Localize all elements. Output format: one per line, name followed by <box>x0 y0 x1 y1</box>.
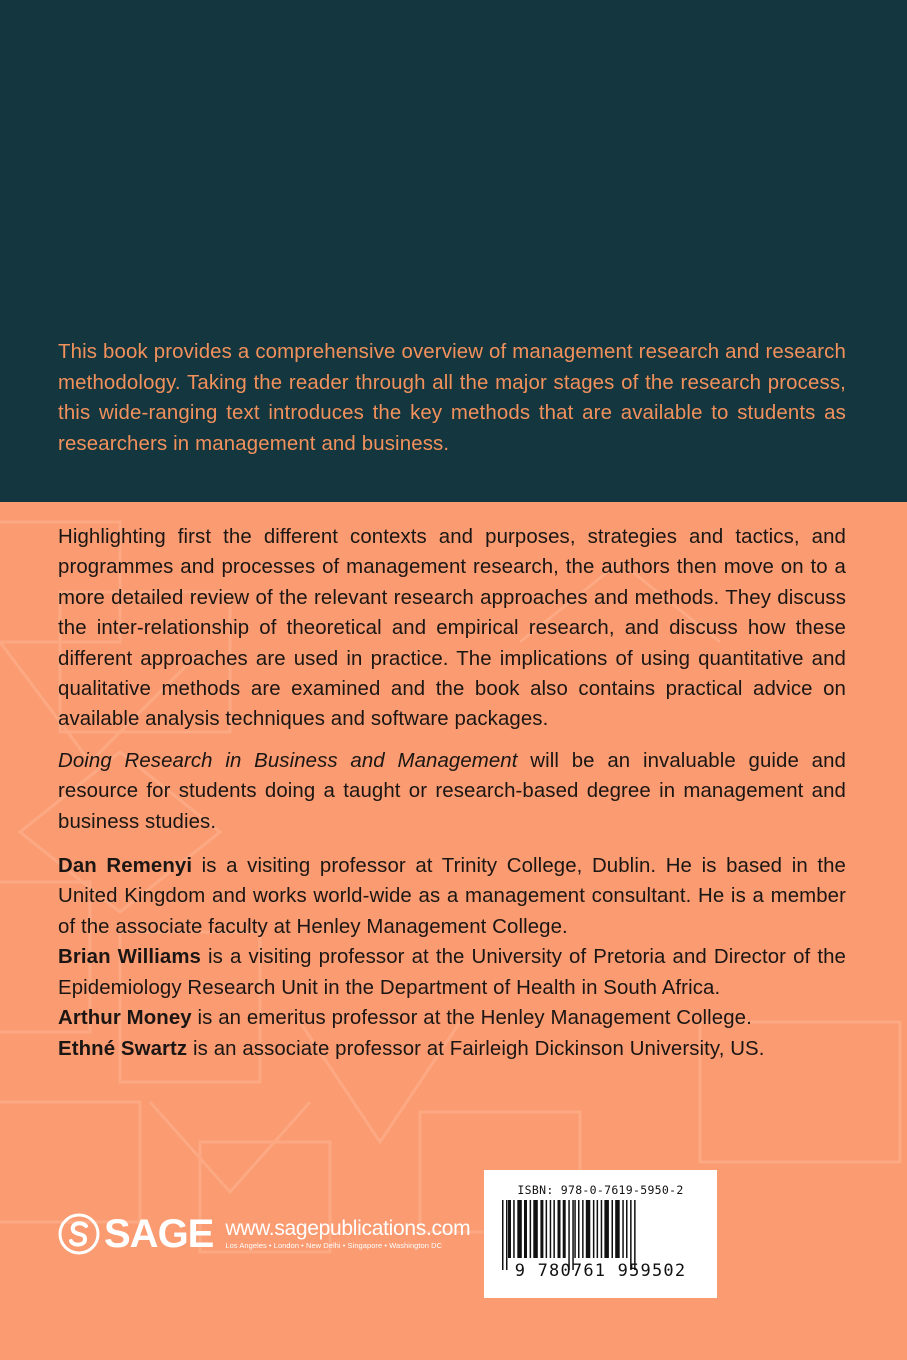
main-description <box>58 522 846 1064</box>
barcode-bar <box>634 1200 636 1270</box>
barcode-bar <box>533 1200 538 1258</box>
description-paragraph: Highlighting first the different contexts and purposes, strategies and tactics, and programmes and processes of management research, the authors then move on to a more detailed review of the relevant research approaches and methods. They discuss the inter-relationship of theoretical and empirical research, and discuss how these different approaches are used in practice. The implications of using quantitative and qualitative methods are examined and the book also contains practical advice on available analysis techniques and software packages. <box>58 526 846 731</box>
barcode-bar <box>553 1200 555 1258</box>
barcode-bar <box>622 1200 624 1258</box>
barcode-bar <box>563 1200 566 1258</box>
barcode-bar <box>574 1200 576 1258</box>
barcode-bar <box>582 1200 584 1258</box>
barcode-bar <box>593 1200 595 1258</box>
barcode-bar <box>524 1200 527 1258</box>
barcode-bar <box>612 1200 614 1258</box>
barcode-bar <box>546 1200 548 1258</box>
barcode-bar <box>558 1200 561 1258</box>
author-name: Ethné Swartz <box>58 1037 188 1060</box>
sage-s-icon <box>58 1213 100 1255</box>
book-title: Doing Research in Business and Management <box>58 749 518 772</box>
barcode-bar <box>604 1200 609 1258</box>
barcode-bar <box>508 1200 511 1258</box>
barcode-bar <box>506 1200 508 1270</box>
publisher-url: www.sagepublications.com <box>225 1216 471 1240</box>
barcode-bar <box>517 1200 522 1258</box>
barcode-bar <box>530 1200 532 1258</box>
barcode-bar <box>578 1200 580 1258</box>
barcode-bar <box>630 1200 632 1270</box>
author-bio: Brian Williams is a visiting professor at the University of Pretoria and Director of the Epidemiology Research Unit in the Department of Health in South Africa. <box>58 946 846 999</box>
isbn-label: ISBN: 978-0-7619-5950-2 <box>517 1183 684 1197</box>
barcode-bar <box>568 1200 570 1270</box>
publisher-name: SAGE <box>104 1212 214 1256</box>
barcode-bar <box>513 1200 515 1258</box>
author-bio: Ethné Swartz is an associate professor at Fairleigh Dickinson University, US. <box>58 1037 765 1060</box>
barcode-bar <box>550 1200 552 1258</box>
barcode-bar <box>572 1200 574 1270</box>
publisher-info <box>225 1218 470 1251</box>
barcode-bar <box>615 1200 620 1258</box>
barcode-bar <box>540 1200 543 1258</box>
author-name: Brian Williams <box>58 946 201 969</box>
barcode-bar <box>601 1200 603 1258</box>
author-name: Dan Remenyi <box>58 855 193 878</box>
author-bios <box>58 851 846 1064</box>
author-bio: Arthur Money is an emeritus professor at the Henley Management College. <box>58 1007 752 1030</box>
intro-blurb: This book provides a comprehensive overview of management research and research methodology. Taking the reader through all the major stages of the research process, this wide-ranging text introduces the key methods that are available to students as researchers in management and business. <box>58 341 846 455</box>
barcode-bar <box>502 1200 504 1270</box>
barcode-bar <box>586 1200 591 1258</box>
ean-number: 9 780761 959502 <box>514 1261 687 1281</box>
title-paragraph: Doing Research in Business and Management will be an invaluable guide and resource for students doing a taught or research-based degree in management and business studies. <box>58 749 846 833</box>
barcode-bar <box>626 1200 628 1258</box>
publisher-cities: Los Angeles • London • New Delhi • Singapore • Washington DC <box>225 1240 443 1250</box>
author-name: Arthur Money <box>58 1007 192 1030</box>
author-bio: Dan Remenyi is a visiting professor at Trinity College, Dublin. He is based in the United Kingdom and works world-wide as a management consultant. He is a member of the associate faculty at Henley Management College. <box>58 855 846 938</box>
isbn-barcode <box>484 1170 717 1298</box>
barcode-bar <box>597 1200 599 1258</box>
publisher-logo <box>58 1212 470 1256</box>
